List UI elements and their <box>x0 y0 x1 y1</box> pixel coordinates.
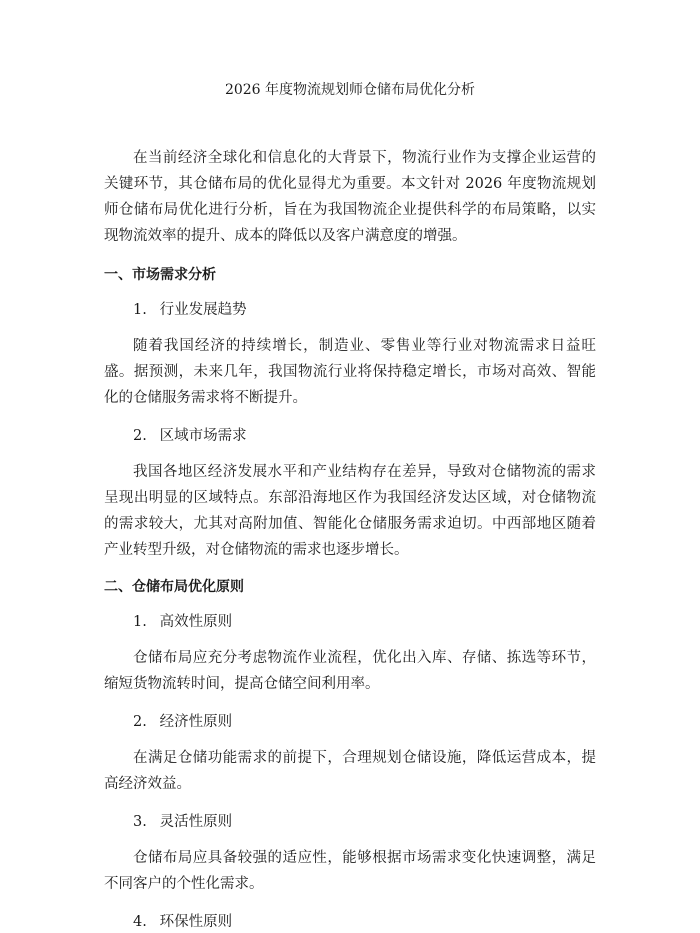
subsection-title: 经济性原则 <box>159 714 233 730</box>
subsection-title: 环保性原则 <box>159 914 233 930</box>
document-title: 2026 年度物流规划师仓储布局优化分析 <box>224 82 476 98</box>
subsection-title: 灵活性原则 <box>159 814 233 830</box>
subsection-paragraph: 仓储布局应具备较强的适应性，能够根据市场需求变化快速调整，满足不同客户的个性化需求。 <box>104 850 596 892</box>
intro-paragraph: 在当前经济全球化和信息化的大背景下，物流行业作为支撑企业运营的关键环节，其仓储布局的优化显得尤为重要。本文针对 2026 年度物流规划师仓储布局优化进行分析，旨在为我国物流企业提供科学的布局策略，以实现物流效率的提升、成本的降低以及客户满意度的增强。 <box>104 150 596 244</box>
subsection-paragraph: 仓储布局应充分考虑物流作业流程，优化出入库、存储、拣选等环节，缩短货物流转时间，提高仓储空间利用率。 <box>104 650 596 692</box>
subsection-title: 区域市场需求 <box>159 428 247 444</box>
subsection-heading <box>104 611 596 633</box>
subsection-number: 3. <box>133 814 147 830</box>
subsection-heading <box>104 911 596 933</box>
subsection-heading <box>104 711 596 733</box>
subsection-heading <box>104 299 596 321</box>
subsection-title: 行业发展趋势 <box>159 302 247 318</box>
subsection-title: 高效性原则 <box>159 614 233 630</box>
section-heading: 二、仓储布局优化原则 <box>104 579 244 595</box>
subsection-number: 2. <box>133 428 147 444</box>
subsection-number: 4. <box>133 914 147 930</box>
subsection-heading <box>104 425 596 447</box>
subsection-paragraph: 我国各地区经济发展水平和产业结构存在差异，导致对仓储物流的需求呈现出明显的区域特点。东部沿海地区作为我国经济发达区域，对仓储物流的需求较大，尤其对高附加值、智能化仓储服务需求迫切。中西部地区随着产业转型升级，对仓储物流的需求也逐步增长。 <box>104 464 596 558</box>
subsection-number: 1. <box>133 614 147 630</box>
section-heading: 一、市场需求分析 <box>104 267 216 283</box>
subsection-paragraph: 在满足仓储功能需求的前提下，合理规划仓储设施，降低运营成本，提高经济效益。 <box>104 750 596 792</box>
subsection-heading <box>104 811 596 833</box>
section-market-demand <box>104 265 596 563</box>
subsection-number: 1. <box>133 302 147 318</box>
subsection-paragraph: 随着我国经济的持续增长，制造业、零售业等行业对物流需求日益旺盛。据预测，未来几年，我国物流行业将保持稳定增长，市场对高效、智能化的仓储服务需求将不断提升。 <box>104 338 596 406</box>
section-layout-principles <box>104 577 596 933</box>
subsection-number: 2. <box>133 714 147 730</box>
